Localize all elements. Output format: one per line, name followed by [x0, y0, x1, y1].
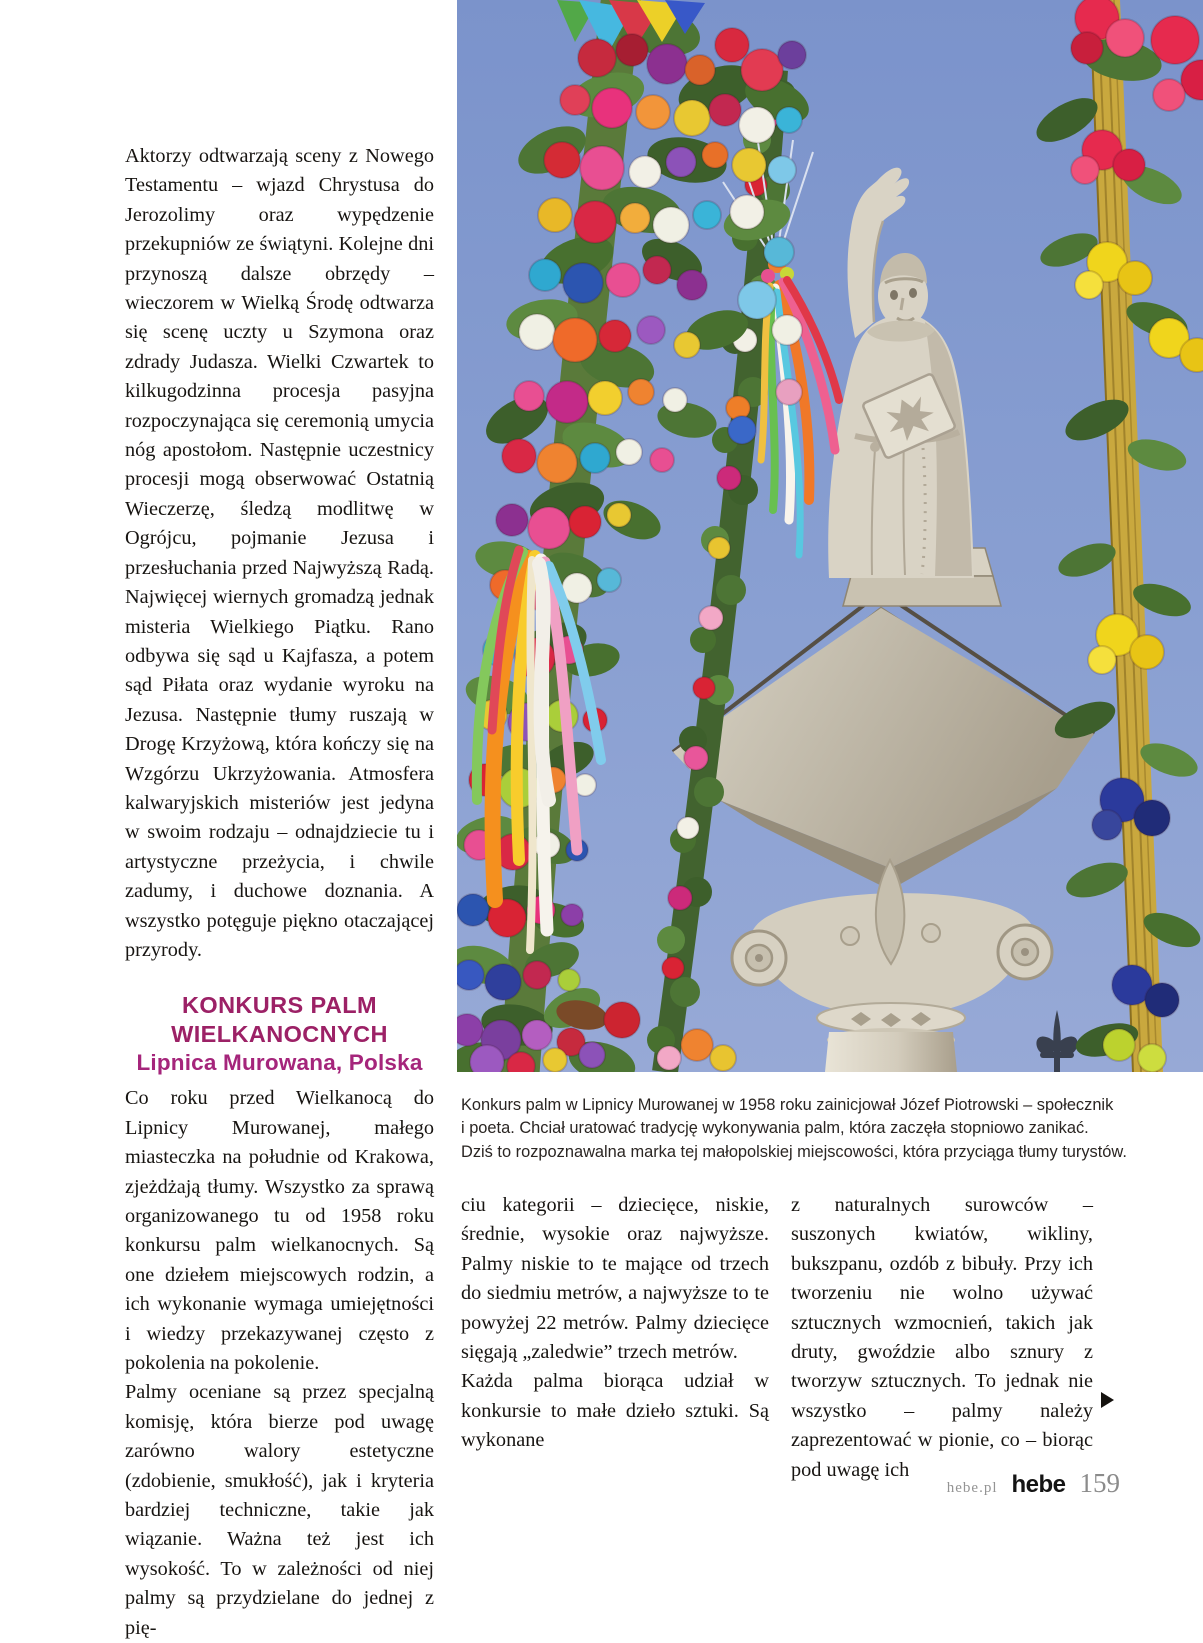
caption-line-2: i poeta. Chciał uratować tradycję wykonywania palm, która zaczęła stopniowo zanikać.: [461, 1119, 1089, 1138]
paragraph-kategorie: ciu kategorii – dziecięce, niskie, średnie, wysokie oraz najwyższe. Palmy niskie to te mające od trzech do siedmiu metrów, a najwyższe to te powyżej 22 metrów. Palmy dziecięce sięgają „zaledwie” trzech metrów.: [461, 1194, 769, 1364]
paragraph-palmy-oceniane: Palmy oceniane są przez specjalną komisję, która bierze pod uwagę zarówno walory estetyczne (zdobienie, smukłość), jak i kryteria bardziej techniczne, takie jak wiązanie. Ważna też jest ich wysokość. To w zależności od niej palmy są przydzielane do jednej z pię-: [125, 1381, 434, 1639]
paragraph-kazda-palma: Każda palma biorąca udział w konkursie to małe dzieło sztuki. Są wykonane: [461, 1370, 769, 1452]
caption-line-1: Konkurs palm w Lipnicy Murowanej w 1958 roku zainicjował Józef Piotrowski – społecznik: [461, 1096, 1114, 1114]
footer-site-url: hebe.pl: [946, 1480, 998, 1496]
continuation-arrow-icon: [1101, 1392, 1114, 1408]
photo-easter-palms: [457, 0, 1203, 1072]
article-column-right: [791, 1191, 1093, 1485]
heading-line-2: WIELKANOCNYCH: [171, 1021, 388, 1048]
paragraph-surowce: z naturalnych surowców – suszonych kwiatów, wikliny, bukszpanu, ozdób z bibuły. Przy ich tworzeniu nie wolno używać sztucznych wzmocnień, takich jak druty, gwoździe albo sznury z tworzyw sztucznych. To jednak nie wszystko – palmy należy zaprezentować w pionie, co – biorąc pod uwagę ich: [791, 1194, 1093, 1481]
heading-location: Lipnica Murowana, Polska: [136, 1050, 423, 1076]
article-column-left: [125, 142, 434, 1643]
article-column-middle: [461, 1191, 769, 1456]
page-footer: [860, 1468, 1120, 1499]
magazine-logo: hebe: [1011, 1471, 1066, 1498]
page-number: 159: [1079, 1468, 1120, 1498]
paragraph-co-roku: Co roku przed Wielkanocą do Lipnicy Murowanej, małego miasteczka na południe od Krakowa, zjeżdżają tłumy. Wszystko za sprawą organizowanego tu od 1958 roku konkursu palm wielkanocnych. Są one dziełem miejscowych rodzin, a ich wykonanie wymaga umiejętności i wiedzy przekazywanej często z pokolenia na pokolenie.: [125, 1087, 434, 1375]
photo-illustration: [457, 0, 1203, 1072]
paragraph-misteria: Aktorzy odtwarzają sceny z Nowego Testamentu – wjazd Chrystusa do Jerozolimy oraz wypędzenie przekupniów ze świątyni. Kolejne dni przynoszą dalsze obrzędy – wieczorem w Wielką Środę odtwarza się scenę uczty u Szymona oraz zdrady Judasza. Wielki Czwartek to kilkugodzinna procesja pasyjna rozpoczynająca się ceremonią umycia nóg apostołom. Następnie uczestnicy procesji mogą obserwować Ostatnią Wieczerzę, śledzą modlitwę w Ogrójcu, pojmanie Jezusa i przesłuchania przed Najwyższą Radą. Najwięcej wiernych gromadzą jednak misteria Wielkiego Piątku. Rano odbywa się sąd u Kajfasza, a potem sąd Piłata oraz wydanie wyroku na Jezusa. Następnie tłumy ruszają w Drogę Krzyżową, która kończy się na Wzgórzu Ukrzyżowania. Atmosfera kalwaryjskich misteriów jest jedyna w swoim rodzaju – odnajdziecie tu i artystyczne przeżycia, i chwile zadumy, i duchowe doznania. A wszystko potęguje piękno otaczającej przyrody.: [125, 145, 434, 961]
caption-line-3: Dziś to rozpoznawalna marka tej małopolskiej miejscowości, która przyciąga tłumy turystów.: [461, 1142, 1127, 1161]
heading-line-1: KONKURS PALM: [182, 992, 377, 1019]
section-heading: [125, 991, 434, 1077]
photo-caption: [461, 1094, 1127, 1164]
